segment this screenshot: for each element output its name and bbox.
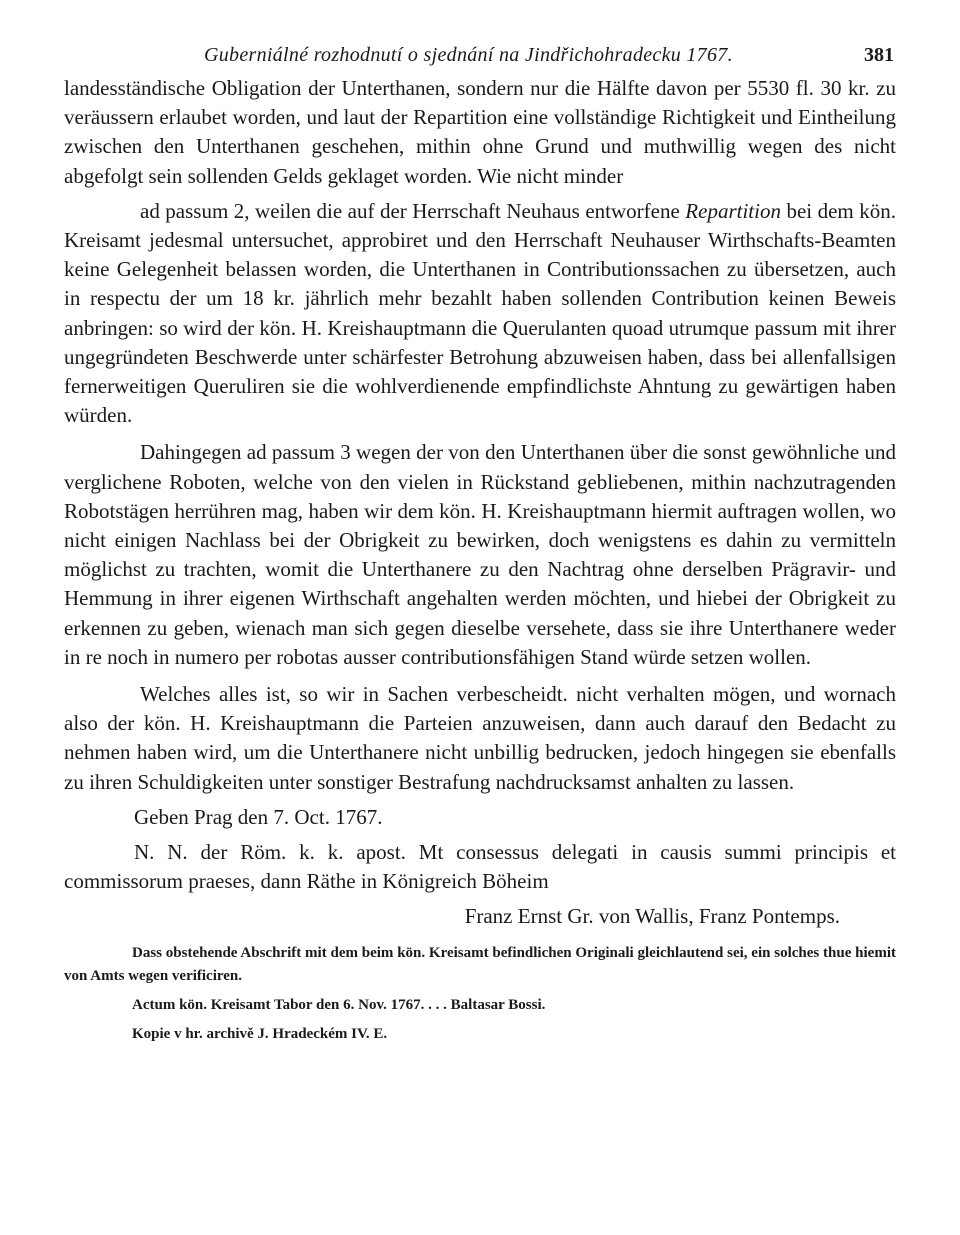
date-line: Geben Prag den 7. Oct. 1767. bbox=[134, 804, 383, 829]
paragraph-2-text-b: bei dem kön. Kreisamt jedesmal untersuchet, approbiret und den Herrschaft Neuhauser Wirthschafts-Beamten keine Gelegenheit belassen worden, die Unterthanen in Contributionssachen zu übersetzen, auch in respectu der um 18 kr. jährlich mehr bezahlt haben sollenden Contribution keinen Beweis anbringen: so wird der kön. H. Kreishauptmann die Querulanten quoad utrumque passum mit ihrer ungegründeten Beschwerde unter schärfester Betrohung abzuweisen haben, dass bei allenfallsigen fernerweitigen Queruliren sie die wohlverdienende empfindlichste Ahntung zu gewärtigen haben würden. bbox=[64, 198, 897, 428]
paragraph-4: Welches alles ist, so wir in Sachen verbescheidt. nicht verhalten mögen, und wornach also der kön. H. Kreishauptmann die Parteien anzuweisen, dann auch darauf den Bedacht zu nehmen haben wird, um die Unterthanere nicht unbillig bedrucken, jedoch hingegen sie ebenfalls zu ihren Schuldigkeiten unter sonstiger Bestrafung nachdrucksamst anhalten zu lassen. bbox=[64, 682, 896, 794]
page-number: 381 bbox=[864, 44, 894, 66]
note-archive: Kopie v hr. archivě J. Hradeckém IV. E. bbox=[132, 1025, 388, 1042]
body-text bbox=[64, 74, 896, 932]
paragraph-2 bbox=[64, 197, 896, 431]
signatures: Franz Ernst Gr. von Wallis, Franz Pontemps. bbox=[464, 904, 840, 929]
authority-line: N. N. der Röm. k. k. apost. Mt consessus delegati in causis summi principis et commissorum praeses, dann Räthe in Königreich Böheim bbox=[64, 840, 896, 894]
paragraph-3: Dahingegen ad passum 3 wegen der von den Unterthanen über die sonst gewöhnliche und verglichene Roboten, welche von den vielen in Rückstand gebliebenen, mithin nachzutragenden Robotstägen herrühren mag, haben wir dem kön. H. Kreishauptmann hiermit auftragen wollen, wo nicht einigen Nachlass bei der Obrigkeit zu bewirken, doch wenigstens es dahin zu vermitteln möglichst zu trachten, womit die Unterthanere zu den Nachtrag ohne derselben Prägravir- und Hemmung in ihrer eigenen Wirthschaft angehalten werden möchten, und hiebei der Obrigkeit zu erkennen zu geben, wienach man sich gegen dieselbe versehete, dass sie ihre Unterthanere weder in re noch in numero per robotas ausser contributionsfähigen Stand würde setzen wollen. bbox=[64, 440, 896, 669]
running-title: Guberniálné rozhodnutí o sjednání na Jindřichohradecku 1767. bbox=[204, 44, 733, 66]
paragraph-2-text-a: ad passum 2, weilen die auf der Herrschaft Neuhaus entworfene bbox=[140, 198, 686, 223]
certification-note bbox=[64, 942, 896, 1046]
paragraph-2-italic-term: Repartition bbox=[685, 198, 781, 223]
running-header bbox=[64, 40, 896, 74]
document-page bbox=[64, 40, 896, 1046]
note-actum: Actum kön. Kreisamt Tabor den 6. Nov. 1767. . . . Baltasar Bossi. bbox=[132, 996, 546, 1013]
note-verification: Dass obstehende Abschrift mit dem beim kön. Kreisamt befindlichen Originali gleichlautend sei, ein solches thue hiemit von Amts wegen verificiren. bbox=[64, 944, 896, 984]
paragraph-1: landesständische Obligation der Unterthanen, sondern nur die Hälfte davon per 5530 fl. 30 kr. zu veräussern erlaubet worden, und laut der Repartition eine vollständige Richtigkeit und Eintheilung zwischen den Unterthanen geschehen, mithin ohne Grund und muthwillig wegen des nicht abgefolgt sein sollenden Gelds geklaget worden. Wie nicht minder bbox=[64, 76, 896, 188]
